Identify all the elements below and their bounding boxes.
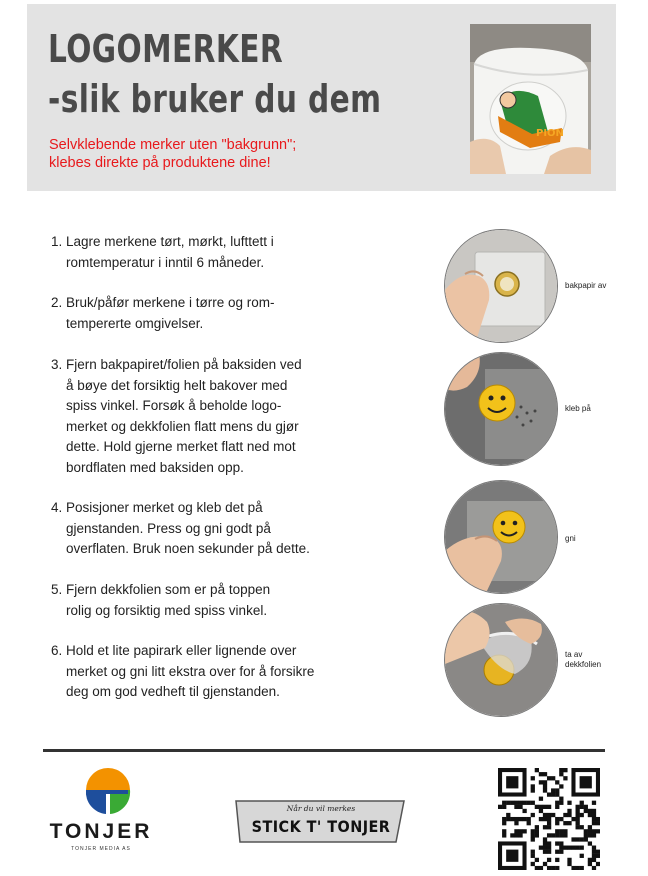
qr-code[interactable] (498, 768, 600, 870)
step-line: merket og dekkfolien flatt mens du gjør (66, 418, 299, 434)
list-item (46, 641, 346, 703)
header-banner (27, 4, 616, 191)
step-number: 1. (51, 234, 63, 249)
step-number: 3. (51, 357, 63, 372)
caption-line: kleb på (565, 404, 591, 413)
step-text (66, 580, 346, 621)
step-text (66, 641, 346, 703)
stick-tonjer-badge (234, 800, 408, 843)
list-item (46, 580, 346, 621)
step-line: Hold et lite papirark eller lignende over (66, 643, 297, 658)
step-number: 2. (51, 295, 63, 310)
step-text (66, 498, 346, 560)
list-item (46, 293, 346, 334)
step-line: rolig og forsiktig med spiss vinkel. (66, 602, 268, 618)
step-line: Posisjoner merket og kleb det på (66, 500, 263, 515)
title-line-2: -slik bruker du dem (48, 77, 382, 121)
step-line: Fjern dekkfolien som er på toppen (66, 582, 271, 597)
photo-caption (565, 404, 635, 414)
photo-backing-removal (444, 229, 558, 343)
step-line: dette. Hold gjerne merket flatt ned mot (66, 439, 296, 454)
stick-name: STICK T' TONJER (251, 817, 391, 836)
step-text (66, 232, 346, 273)
step-number: 5. (51, 582, 63, 597)
title-line-1: LOGOMERKER (48, 27, 284, 71)
logo-name: TONJER (49, 820, 153, 843)
subtitle-line-1: Selvklebende merker uten "bakgrunn"; (49, 137, 297, 153)
logo-subtitle: TONJER MEDIA AS (71, 846, 131, 852)
step-line: gjenstanden. Press og gni godt på (66, 520, 271, 536)
step-line: bordflaten med baksiden opp. (66, 459, 244, 475)
step-line: merket og gni litt ekstra over for å forsikre (66, 663, 315, 679)
step-number: 4. (51, 500, 63, 515)
step-line: å bøye det forsiktig helt bakover med (66, 377, 288, 393)
step-line: spiss vinkel. Forsøk å beholde logo- (66, 398, 282, 413)
step-line: Lagre merkene tørt, mørkt, lufttett i (66, 234, 274, 249)
svg-text:PION: PION (536, 128, 564, 139)
tonjer-logo (40, 768, 170, 858)
step-line: deg om god vedheft til gjenstanden. (66, 684, 280, 699)
caption-line: bakpapir av (565, 281, 607, 290)
photo-remove-cover (444, 603, 558, 717)
step-line: tempererte omgivelser. (66, 315, 204, 331)
tonjer-logo-mark (40, 768, 162, 820)
list-item (46, 498, 346, 560)
photo-caption (565, 281, 635, 291)
step-line: Fjern bakpapiret/folien på baksiden ved (66, 357, 302, 372)
caption-line: ta av (565, 650, 583, 659)
caption-line: gni (565, 534, 576, 543)
photo-caption (565, 534, 635, 544)
list-item (46, 232, 346, 273)
step-line: romtemperatur i inntil 6 måneder. (66, 254, 265, 270)
step-text (66, 293, 346, 334)
list-item (46, 355, 346, 478)
step-line: overflaten. Bruk noen sekunder på dette. (66, 541, 310, 556)
page-title (48, 24, 381, 124)
step-text (66, 355, 346, 478)
step-number: 6. (51, 643, 63, 658)
subtitle (49, 136, 379, 172)
subtitle-line-2: klebes direkte på produktene dine! (49, 155, 271, 171)
footer-divider (43, 749, 605, 752)
photo-apply (444, 352, 558, 466)
photo-caption (565, 650, 635, 670)
caption-line: dekkfolien (565, 660, 602, 669)
stick-tagline: Når du vil merkes (286, 804, 356, 813)
step-line: Bruk/påfør merkene i tørre og rom- (66, 295, 275, 310)
mug-photo (470, 24, 591, 174)
photo-rub (444, 480, 558, 594)
